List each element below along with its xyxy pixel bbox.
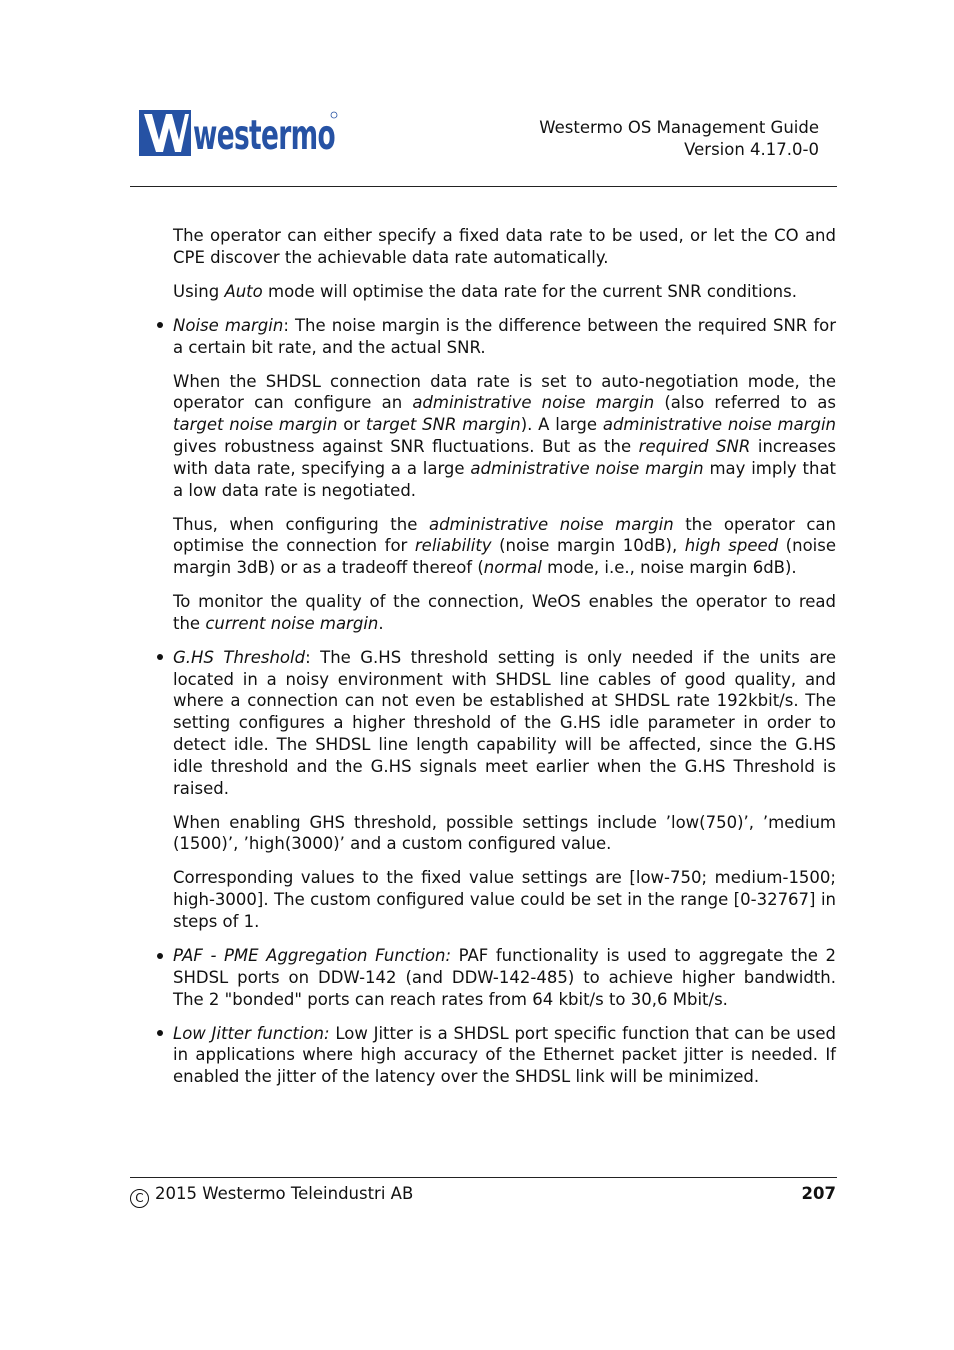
paragraph-ghs-settings: When enabling GHS threshold, possible settings include ’low(750)’, ’medium (1500)’, ’high(3000)’ and a custom configured value. [173, 812, 836, 854]
list-item-paf: PAF - PME Aggregation Function: PAF functionality is used to aggregate the 2 SHDSL ports on DDW-142 (and DDW-142-485) to achieve higher bandwidth. The 2 "bonded" ports can reach rates from 64 kbit/s to 30,6 Mbit/s. [173, 945, 836, 1010]
westermo-logo-graphic [139, 110, 339, 158]
term-low-jitter: Low Jitter function: [173, 1023, 330, 1043]
paragraph-data-rate: The operator can either specify a fixed data rate to be used, or let the CO and CPE discover the achievable data rate automatically. [173, 226, 836, 267]
page-number: 207 [801, 1184, 836, 1203]
bullet-icon [155, 315, 165, 337]
document-header [539, 117, 819, 161]
paragraph-ghs-values: Corresponding values to the fixed value settings are [low-750; medium-1500; high-3000]. The custom configured value could be set in the range [0-32767] in steps of 1. [173, 868, 836, 932]
paragraph-monitor-noise: To monitor the quality of the connection, WeOS enables the operator to read the current noise margin. [173, 592, 836, 633]
list-item-low-jitter: Low Jitter function: Low Jitter is a SHDSL port specific function that can be used in applications where high accuracy of the Ethernet packet jitter is needed. If enabled the jitter of the latency over the SHDSL link will be minimized. [173, 1023, 836, 1088]
footer-copyright [130, 1183, 413, 1208]
document-version: Version 4.17.0-0 [684, 140, 819, 159]
term-paf: PAF - PME Aggregation Function: [173, 946, 452, 965]
list-item-ghs-threshold: G.HS Threshold: The G.HS threshold setting is only needed if the units are located in a noisy environment with SHDSL line cables of good quality, and where a connection can not even be established at SHDSL rate 192kbit/s. The setting configures a higher threshold of the G.HS idle parameter in order to detect idle. The SHDSL line length capability will be affected, since the G.HS idle threshold and the G.HS signals meet earlier when the G.HS Threshold is raised. When enabling GHS threshold, possible settings include ’low(750)’, ’medium (1500)’, ’high(3000)’ and a custom configured value. Corresponding values to the fixed value settings are [low-750; medium-1500; high-3000]. The custom configured value could be set in the range [0-32767] in steps of 1. [173, 647, 836, 933]
paragraph-admin-noise-margin: When the SHDSL connection data rate is set to auto-negotiation mode, the operator can configure an administrative noise margin (also referred to as target noise margin or target SNR margin). A large administrative noise margin gives robustness against SNR fluctuations. But as the required SNR increases with data rate, specifying a a large administrative noise margin may imply that a low data rate is negotiated. [173, 371, 837, 500]
bullet-icon [155, 647, 165, 669]
copyright-icon: C [130, 1189, 149, 1208]
list-item-noise-margin: Noise margin: The noise margin is the difference between the required SNR for a certain bit rate, and the actual SNR. When the SHDSL connection data rate is set to auto-negotiation mode, the operator can configure an administrative noise margin (also referred to as target noise margin or target SNR margin). A large administrative noise margin gives robustness against SNR fluctuations. But as the required SNR increases with data rate, specifying a a large administrative noise margin may imply that a low data rate is negotiated. Thus, when configuring the administrative noise margin the operator can optimise the connection for reliability (noise margin 10dB), high speed (noise margin 3dB) or as a tradeoff thereof (normal mode, i.e., noise margin 6dB). To monitor the quality of the connection, WeOS enables the operator to read the current noise margin. [173, 315, 836, 635]
bullet-icon [155, 945, 165, 967]
term-noise-margin: Noise margin [173, 315, 284, 335]
westermo-logo [139, 110, 339, 158]
paragraph-noise-optimise: Thus, when configuring the administrative noise margin the operator can optimise the connection for reliability (noise margin 10dB), high speed (noise margin 3dB) or as a tradeoff thereof (normal mode, i.e., noise margin 6dB). [173, 514, 837, 578]
bullet-icon [155, 1023, 165, 1045]
copyright-text: 2015 Westermo Teleindustri AB [155, 1184, 414, 1203]
logo-wordmark: westermo [193, 111, 335, 159]
document-title: Westermo OS Management Guide [539, 118, 819, 137]
header-rule [130, 186, 837, 187]
footer-rule [130, 1177, 837, 1178]
term-ghs-threshold: G.HS Threshold [173, 647, 306, 667]
page-body [173, 225, 836, 1100]
paragraph-auto-mode: Using Auto mode will optimise the data rate for the current SNR conditions. [173, 281, 797, 301]
